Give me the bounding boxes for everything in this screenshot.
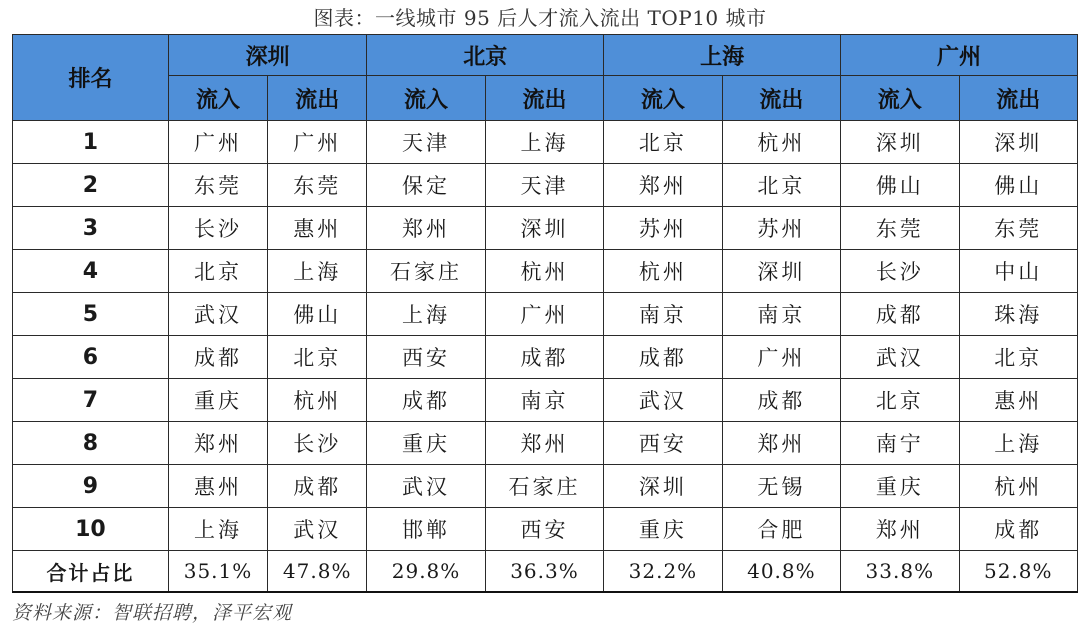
inflow-header: 流入 — [841, 76, 959, 121]
outflow-city-cell: 长沙 — [268, 422, 367, 465]
inflow-city-cell: 郑州 — [841, 508, 959, 551]
outflow-city-cell: 成都 — [722, 379, 840, 422]
outflow-city-cell: 惠州 — [959, 379, 1077, 422]
outflow-city-cell: 中山 — [959, 250, 1077, 293]
table-row — [13, 207, 1078, 250]
inflow-city-cell: 上海 — [168, 508, 267, 551]
inflow-city-cell: 惠州 — [168, 465, 267, 508]
rank-cell: 9 — [13, 465, 169, 508]
outflow-city-cell: 北京 — [268, 336, 367, 379]
talent-flow-table — [12, 34, 1078, 593]
outflow-header: 流出 — [959, 76, 1077, 121]
table-row — [13, 250, 1078, 293]
outflow-city-cell: 广州 — [485, 293, 603, 336]
outflow-city-cell: 成都 — [959, 508, 1077, 551]
inflow-header: 流入 — [604, 76, 722, 121]
outflow-city-cell: 天津 — [485, 164, 603, 207]
total-cell: 29.8% — [367, 551, 485, 593]
inflow-city-cell: 南宁 — [841, 422, 959, 465]
rank-cell: 3 — [13, 207, 169, 250]
table-row — [13, 465, 1078, 508]
inflow-city-cell: 石家庄 — [367, 250, 485, 293]
total-cell: 40.8% — [722, 551, 840, 593]
outflow-city-cell: 南京 — [485, 379, 603, 422]
inflow-city-cell: 重庆 — [367, 422, 485, 465]
rank-cell: 10 — [13, 508, 169, 551]
outflow-city-cell: 佛山 — [268, 293, 367, 336]
outflow-city-cell: 佛山 — [959, 164, 1077, 207]
table-row — [13, 422, 1078, 465]
inflow-city-cell: 东莞 — [841, 207, 959, 250]
source-note: 资料来源：智联招聘，泽平宏观 — [12, 602, 293, 624]
outflow-city-cell: 东莞 — [268, 164, 367, 207]
inflow-header: 流入 — [168, 76, 267, 121]
outflow-city-cell: 成都 — [268, 465, 367, 508]
outflow-city-cell: 郑州 — [485, 422, 603, 465]
table-body — [13, 121, 1078, 593]
inflow-city-cell: 重庆 — [604, 508, 722, 551]
inflow-city-cell: 重庆 — [168, 379, 267, 422]
total-cell: 32.2% — [604, 551, 722, 593]
total-label: 合计占比 — [13, 551, 169, 593]
inflow-city-cell: 佛山 — [841, 164, 959, 207]
table-row — [13, 293, 1078, 336]
outflow-city-cell: 南京 — [722, 293, 840, 336]
inflow-city-cell: 南京 — [604, 293, 722, 336]
header-row-direction — [13, 76, 1078, 121]
city-header-beijing: 北京 — [367, 35, 604, 76]
outflow-city-cell: 上海 — [268, 250, 367, 293]
inflow-city-cell: 成都 — [367, 379, 485, 422]
outflow-city-cell: 惠州 — [268, 207, 367, 250]
outflow-city-cell: 深圳 — [722, 250, 840, 293]
header-row-cities — [13, 35, 1078, 76]
outflow-city-cell: 合肥 — [722, 508, 840, 551]
outflow-header: 流出 — [722, 76, 840, 121]
total-cell: 33.8% — [841, 551, 959, 593]
rank-header: 排名 — [13, 35, 169, 121]
inflow-city-cell: 广州 — [168, 121, 267, 164]
outflow-header: 流出 — [485, 76, 603, 121]
inflow-city-cell: 武汉 — [841, 336, 959, 379]
rank-cell: 4 — [13, 250, 169, 293]
inflow-city-cell: 邯郸 — [367, 508, 485, 551]
city-header-guangzhou: 广州 — [841, 35, 1078, 76]
outflow-city-cell: 武汉 — [268, 508, 367, 551]
rank-cell: 1 — [13, 121, 169, 164]
inflow-city-cell: 郑州 — [604, 164, 722, 207]
inflow-city-cell: 深圳 — [604, 465, 722, 508]
outflow-city-cell: 深圳 — [959, 121, 1077, 164]
rank-cell: 6 — [13, 336, 169, 379]
rank-cell: 7 — [13, 379, 169, 422]
table-row — [13, 508, 1078, 551]
total-cell: 35.1% — [168, 551, 267, 593]
rank-cell: 5 — [13, 293, 169, 336]
outflow-city-cell: 东莞 — [959, 207, 1077, 250]
inflow-city-cell: 武汉 — [168, 293, 267, 336]
table-row — [13, 336, 1078, 379]
outflow-header: 流出 — [268, 76, 367, 121]
inflow-city-cell: 西安 — [604, 422, 722, 465]
inflow-city-cell: 成都 — [604, 336, 722, 379]
inflow-city-cell: 天津 — [367, 121, 485, 164]
inflow-city-cell: 北京 — [168, 250, 267, 293]
inflow-city-cell: 苏州 — [604, 207, 722, 250]
inflow-city-cell: 东莞 — [168, 164, 267, 207]
inflow-city-cell: 深圳 — [841, 121, 959, 164]
outflow-city-cell: 杭州 — [722, 121, 840, 164]
outflow-city-cell: 石家庄 — [485, 465, 603, 508]
outflow-city-cell: 郑州 — [722, 422, 840, 465]
table-row — [13, 164, 1078, 207]
total-cell: 52.8% — [959, 551, 1077, 593]
inflow-city-cell: 重庆 — [841, 465, 959, 508]
inflow-header: 流入 — [367, 76, 485, 121]
city-header-shenzhen: 深圳 — [168, 35, 366, 76]
outflow-city-cell: 苏州 — [722, 207, 840, 250]
rank-cell: 2 — [13, 164, 169, 207]
outflow-city-cell: 北京 — [722, 164, 840, 207]
outflow-city-cell: 成都 — [485, 336, 603, 379]
table-row — [13, 121, 1078, 164]
inflow-city-cell: 北京 — [604, 121, 722, 164]
rank-cell: 8 — [13, 422, 169, 465]
outflow-city-cell: 杭州 — [268, 379, 367, 422]
inflow-city-cell: 武汉 — [367, 465, 485, 508]
total-cell: 36.3% — [485, 551, 603, 593]
inflow-city-cell: 武汉 — [604, 379, 722, 422]
inflow-city-cell: 郑州 — [367, 207, 485, 250]
table-title: 图表：一线城市 95 后人才流入流出 TOP10 城市 — [313, 6, 767, 30]
city-header-shanghai: 上海 — [604, 35, 841, 76]
inflow-city-cell: 杭州 — [604, 250, 722, 293]
inflow-city-cell: 成都 — [168, 336, 267, 379]
outflow-city-cell: 珠海 — [959, 293, 1077, 336]
total-cell: 47.8% — [268, 551, 367, 593]
total-row — [13, 551, 1078, 593]
table-row — [13, 379, 1078, 422]
outflow-city-cell: 杭州 — [485, 250, 603, 293]
outflow-city-cell: 深圳 — [485, 207, 603, 250]
outflow-city-cell: 广州 — [268, 121, 367, 164]
inflow-city-cell: 保定 — [367, 164, 485, 207]
outflow-city-cell: 上海 — [485, 121, 603, 164]
outflow-city-cell: 北京 — [959, 336, 1077, 379]
inflow-city-cell: 西安 — [367, 336, 485, 379]
inflow-city-cell: 长沙 — [841, 250, 959, 293]
inflow-city-cell: 成都 — [841, 293, 959, 336]
outflow-city-cell: 西安 — [485, 508, 603, 551]
outflow-city-cell: 无锡 — [722, 465, 840, 508]
outflow-city-cell: 广州 — [722, 336, 840, 379]
outflow-city-cell: 杭州 — [959, 465, 1077, 508]
inflow-city-cell: 长沙 — [168, 207, 267, 250]
inflow-city-cell: 上海 — [367, 293, 485, 336]
outflow-city-cell: 上海 — [959, 422, 1077, 465]
inflow-city-cell: 郑州 — [168, 422, 267, 465]
inflow-city-cell: 北京 — [841, 379, 959, 422]
